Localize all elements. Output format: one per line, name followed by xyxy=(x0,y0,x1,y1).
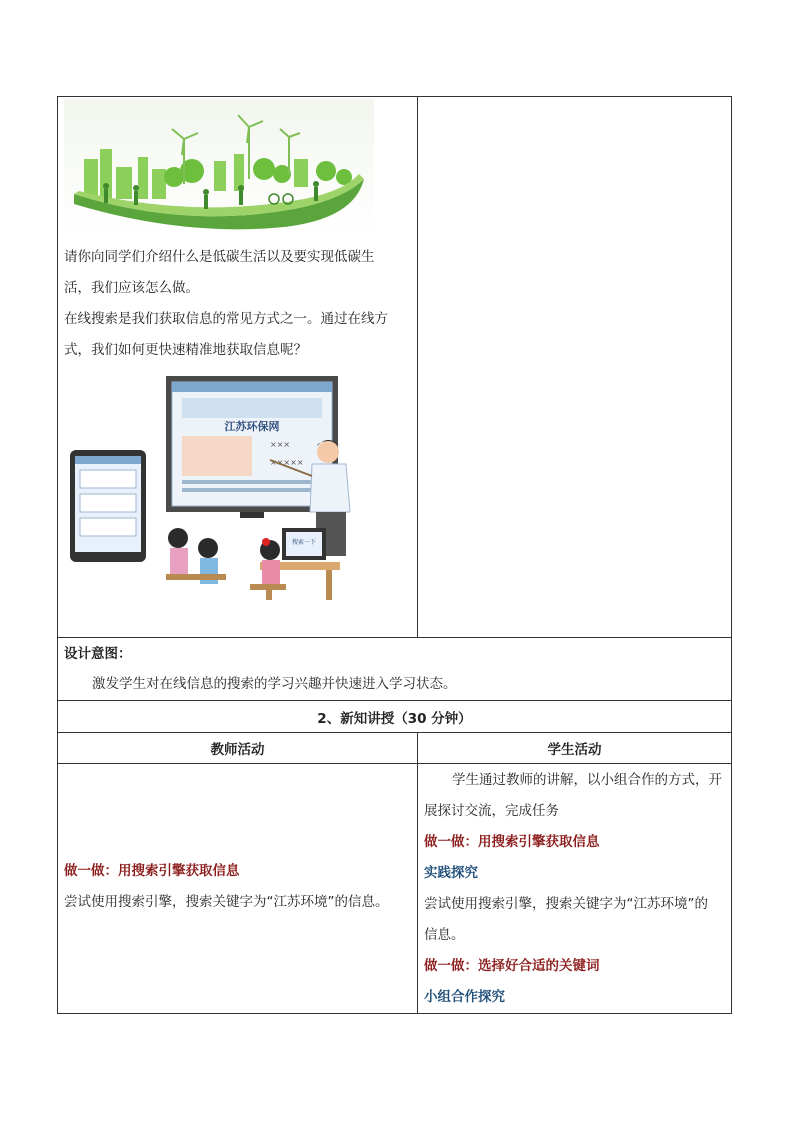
teacher-task-text: 尝试使用搜索引擎，搜索关键字为“江苏环境”的信息。 xyxy=(64,894,389,910)
design-label: 设计意图： xyxy=(64,646,132,662)
student-task1-title: 做一做：用搜索引擎获取信息 xyxy=(424,834,600,850)
intro-text-4: 式，我们如何更快速精准地获取信息呢？ xyxy=(64,342,307,358)
board-title: 江苏环保网 xyxy=(224,420,280,433)
design-text: 激发学生对在线信息的搜索的学习兴趣并快速进入学习状态。 xyxy=(92,676,457,692)
section-row xyxy=(58,701,732,733)
section-title: 2、新知讲授（30 分钟） xyxy=(58,701,732,733)
intro-text-3: 在线搜索是我们获取信息的常见方式之一。通过在线方 xyxy=(64,311,388,327)
student-group: 小组合作探究 xyxy=(424,989,505,1005)
pc-screen-text: 搜索一下 xyxy=(291,539,317,546)
teacher-activity-header: 教师活动 xyxy=(58,733,418,764)
student-line-1: 学生通过教师的讲解，以小组合作的方式，开 xyxy=(452,772,722,788)
classroom-search-illustration xyxy=(70,372,370,617)
activity-row xyxy=(58,764,732,1014)
board-text-1: ××× xyxy=(270,440,291,449)
board-text-2: ××××× xyxy=(270,458,304,467)
teacher-activity-cell xyxy=(58,764,418,1014)
intro-right-empty-cell xyxy=(418,97,732,638)
eco-city-illustration xyxy=(64,99,374,234)
student-task1-text-1: 尝试使用搜索引擎，搜索关键字为“江苏环境”的 xyxy=(424,896,708,912)
student-practice: 实践探究 xyxy=(424,865,478,881)
design-row xyxy=(58,638,732,701)
teacher-task-title: 做一做：用搜索引擎获取信息 xyxy=(64,863,240,879)
student-activity-cell xyxy=(418,764,732,1014)
intro-text-2: 活，我们应该怎么做。 xyxy=(64,280,199,296)
intro-cell xyxy=(58,97,418,638)
intro-row xyxy=(58,97,732,638)
student-activity-header: 学生活动 xyxy=(418,733,732,764)
design-cell xyxy=(58,638,732,701)
student-task2-title: 做一做：选择好合适的关键词 xyxy=(424,958,600,974)
header-row xyxy=(58,733,732,764)
student-task1-text-2: 信息。 xyxy=(424,927,465,943)
lesson-plan-table xyxy=(57,96,732,1014)
intro-text-1: 请你向同学们介绍什么是低碳生活以及要实现低碳生 xyxy=(64,249,375,265)
student-line-2: 展探讨交流，完成任务 xyxy=(424,803,559,819)
